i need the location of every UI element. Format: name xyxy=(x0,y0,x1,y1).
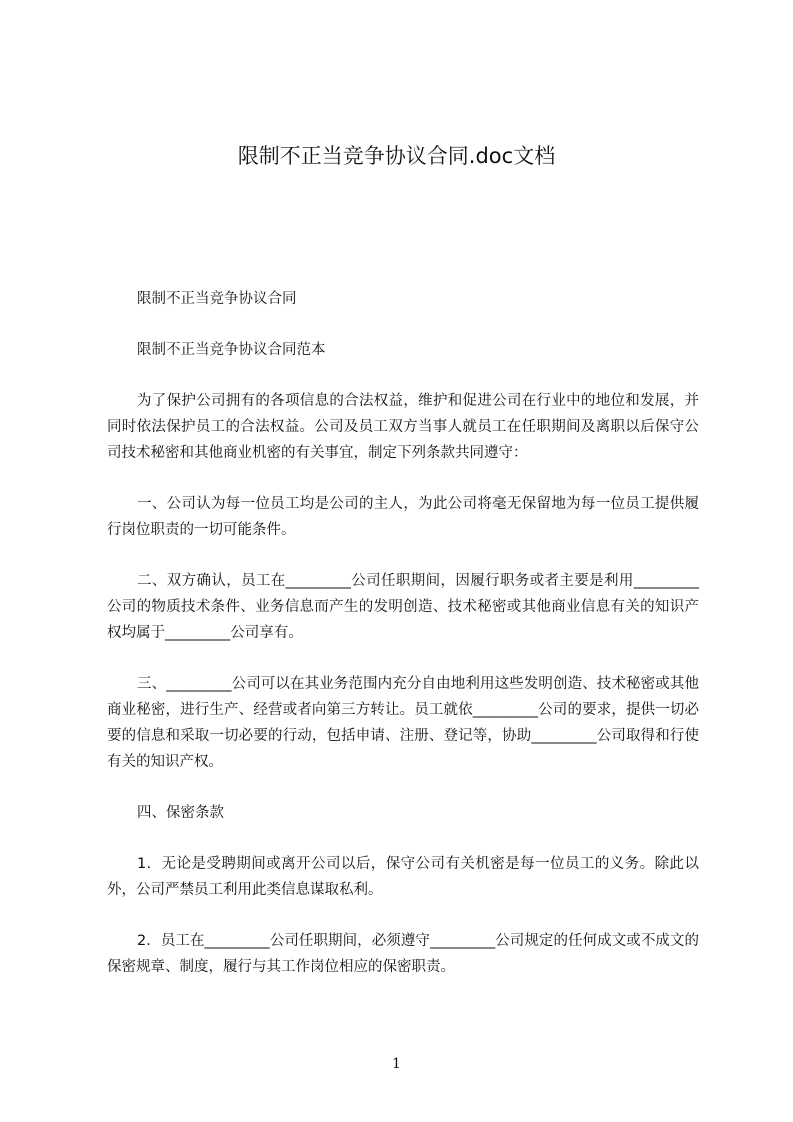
document-body xyxy=(107,286,699,1005)
paragraph-preamble: 为了保护公司拥有的各项信息的合法权益，维护和促进公司在行业中的地位和发展，并同时依法保护员工的合法权益。公司及员工双方当事人就员工在任职期间及离职以后保守公司技术秘密和其他商业机密的有关事宜，制定下列条款共同遵守： xyxy=(107,393,699,461)
paragraph-clause-4-2: 2．员工在_________公司任职期间，必须遵守_________公司规定的任何成文或不成文的保密规章、制度，履行与其工作岗位相应的保密职责。 xyxy=(107,933,699,975)
paragraph-contract-name: 限制不正当竞争协议合同 xyxy=(137,291,297,307)
page-number: 1 xyxy=(392,1056,401,1072)
paragraph-clause-4-heading: 四、保密条款 xyxy=(137,805,224,821)
paragraph-clause-4-1: 1．无论是受聘期间或离开公司以后，保守公司有关机密是每一位员工的义务。除此以外，公司严禁员工利用此类信息谋取私利。 xyxy=(107,856,699,898)
paragraph-contract-template: 限制不正当竞争协议合同范本 xyxy=(137,342,326,358)
paragraph-clause-2: 二、双方确认，员工在_________公司任职期间，因履行职务或者主要是利用_________公司的物质技术条件、业务信息而产生的发明创造、技术秘密或其他商业信息有关的知识产权均属于_________公司享有。 xyxy=(107,573,699,641)
document-title: 限制不正当竞争协议合同.doc文档 xyxy=(237,144,556,168)
paragraph-clause-3: 三、_________公司可以在其业务范围内充分自由地利用这些发明创造、技术秘密或其他商业秘密，进行生产、经营或者向第三方转让。员工就依_________公司的要求，提供一切必要的信息和采取一切必要的行动，包括申请、注册、登记等，协助_________公司取得和行使有关的知识产权。 xyxy=(107,676,699,770)
paragraph-clause-1: 一、公司认为每一位员工均是公司的主人，为此公司将毫无保留地为每一位员工提供履行岗位职责的一切可能条件。 xyxy=(107,496,699,538)
